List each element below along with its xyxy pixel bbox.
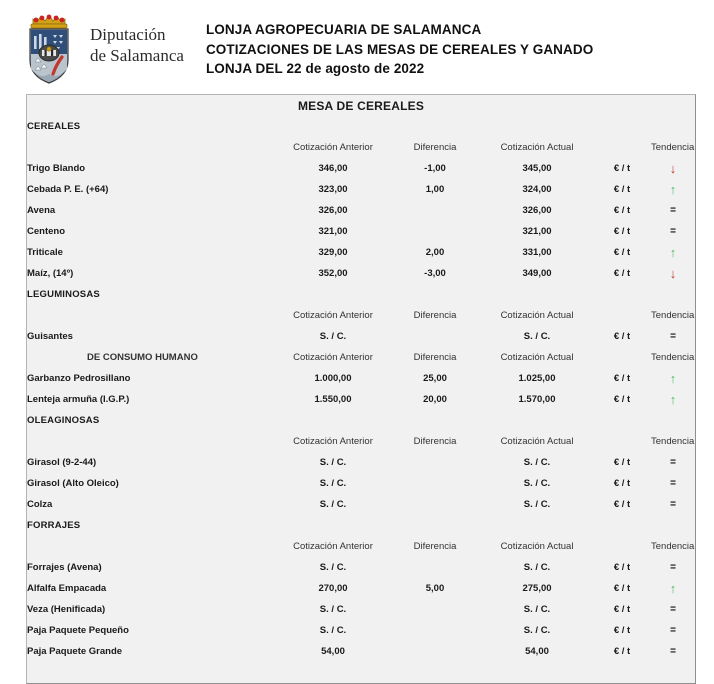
header-unit <box>593 305 651 326</box>
row-unit: € / t <box>593 221 651 242</box>
header-curr: Cotización Actual <box>481 347 593 368</box>
row-current-price: 349,00 <box>481 263 593 284</box>
header-diff: Diferencia <box>389 305 481 326</box>
header-diff: Diferencia <box>389 536 481 557</box>
logo-line-2: de Salamanca <box>90 46 184 65</box>
row-current-price: S. / C. <box>481 494 593 515</box>
trend-cell <box>651 641 695 662</box>
header-group-label <box>27 137 277 158</box>
equal-icon: = <box>670 331 676 342</box>
title-line-1: LONJA AGROPECUARIA DE SALAMANCA <box>205 22 482 37</box>
equal-icon: = <box>670 226 676 237</box>
column-header-row <box>27 536 695 557</box>
row-product-name: Maíz, (14º) <box>27 263 277 284</box>
table-title: MESA DE CEREALES <box>27 95 695 116</box>
row-product-name: Cebada P. E. (+64) <box>27 179 277 200</box>
row-unit: € / t <box>593 200 651 221</box>
table-bottom-spacer <box>27 662 695 683</box>
row-current-price: S. / C. <box>481 620 593 641</box>
row-difference <box>389 200 481 221</box>
equal-icon: = <box>670 457 676 468</box>
header-unit <box>593 431 651 452</box>
row-product-name: Paja Paquete Grande <box>27 641 277 662</box>
equal-icon: = <box>670 604 676 615</box>
section-header-row <box>27 116 695 137</box>
arrow-up-icon: ↑ <box>669 580 677 596</box>
table-row <box>27 578 695 599</box>
row-unit: € / t <box>593 179 651 200</box>
table-row <box>27 494 695 515</box>
trend-cell <box>651 599 695 620</box>
row-unit: € / t <box>593 263 651 284</box>
row-unit: € / t <box>593 242 651 263</box>
header-prev: Cotización Anterior <box>277 137 389 158</box>
row-previous-price: 346,00 <box>277 158 389 179</box>
title-line-2: COTIZACIONES DE LAS MESAS DE CEREALES Y GANADO <box>205 41 594 57</box>
row-product-name: Alfalfa Empacada <box>27 578 277 599</box>
page-header <box>0 0 714 88</box>
row-product-name: Centeno <box>27 221 277 242</box>
row-product-name: Triticale <box>27 242 277 263</box>
trend-cell <box>651 578 695 599</box>
row-previous-price: S. / C. <box>277 494 389 515</box>
row-current-price: 54,00 <box>481 641 593 662</box>
coat-of-arms-icon <box>22 8 84 86</box>
table-title-row <box>27 95 695 116</box>
row-current-price: 275,00 <box>481 578 593 599</box>
row-product-name: Girasol (9-2-44) <box>27 452 277 473</box>
row-previous-price: S. / C. <box>277 599 389 620</box>
table-row <box>27 389 695 410</box>
header-prev: Cotización Anterior <box>277 536 389 557</box>
equal-icon: = <box>670 562 676 573</box>
row-difference: -1,00 <box>389 158 481 179</box>
trend-cell <box>651 326 695 347</box>
row-current-price: 1.570,00 <box>481 389 593 410</box>
row-product-name: Avena <box>27 200 277 221</box>
row-previous-price: 54,00 <box>277 641 389 662</box>
trend-cell <box>651 494 695 515</box>
row-unit: € / t <box>593 557 651 578</box>
table-row <box>27 326 695 347</box>
table-row <box>27 641 695 662</box>
header-unit <box>593 347 651 368</box>
row-unit: € / t <box>593 452 651 473</box>
equal-icon: = <box>670 625 676 636</box>
header-curr: Cotización Actual <box>481 137 593 158</box>
row-previous-price: S. / C. <box>277 452 389 473</box>
trend-cell <box>651 179 695 200</box>
row-unit: € / t <box>593 158 651 179</box>
table-row <box>27 557 695 578</box>
row-previous-price: 352,00 <box>277 263 389 284</box>
row-previous-price: 321,00 <box>277 221 389 242</box>
row-difference <box>389 494 481 515</box>
row-unit: € / t <box>593 641 651 662</box>
arrow-down-icon: ↓ <box>669 160 677 176</box>
header-group-label: DE CONSUMO HUMANO <box>27 347 277 368</box>
section-title: LEGUMINOSAS <box>27 284 695 305</box>
row-previous-price: S. / C. <box>277 473 389 494</box>
row-difference <box>389 221 481 242</box>
row-previous-price: 1.000,00 <box>277 368 389 389</box>
row-difference <box>389 599 481 620</box>
arrow-up-icon: ↑ <box>669 391 677 407</box>
trend-cell <box>651 557 695 578</box>
header-group-label <box>27 305 277 326</box>
row-product-name: Guisantes <box>27 326 277 347</box>
header-diff: Diferencia <box>389 137 481 158</box>
section-header-row <box>27 284 695 305</box>
row-product-name: Veza (Henificada) <box>27 599 277 620</box>
header-prev: Cotización Anterior <box>277 347 389 368</box>
title-line-3: LONJA DEL 22 de agosto de 2022 <box>205 61 425 76</box>
row-difference: 1,00 <box>389 179 481 200</box>
equal-icon: = <box>670 646 676 657</box>
row-unit: € / t <box>593 368 651 389</box>
table-row <box>27 242 695 263</box>
row-difference <box>389 326 481 347</box>
header-trend: Tendencia <box>651 347 695 368</box>
row-unit: € / t <box>593 326 651 347</box>
row-product-name: Colza <box>27 494 277 515</box>
row-difference <box>389 452 481 473</box>
equal-icon: = <box>670 205 676 216</box>
column-header-row <box>27 305 695 326</box>
table-row <box>27 368 695 389</box>
row-unit: € / t <box>593 473 651 494</box>
row-current-price: S. / C. <box>481 473 593 494</box>
header-unit <box>593 536 651 557</box>
table-row <box>27 221 695 242</box>
arrow-up-icon: ↑ <box>669 181 677 197</box>
header-trend: Tendencia <box>651 536 695 557</box>
trend-cell <box>651 200 695 221</box>
equal-icon: = <box>670 499 676 510</box>
row-difference <box>389 557 481 578</box>
row-unit: € / t <box>593 494 651 515</box>
row-previous-price: 1.550,00 <box>277 389 389 410</box>
institution-logotype <box>90 8 184 66</box>
row-current-price: 321,00 <box>481 221 593 242</box>
row-previous-price: 323,00 <box>277 179 389 200</box>
table-row <box>27 599 695 620</box>
row-previous-price: S. / C. <box>277 557 389 578</box>
row-previous-price: S. / C. <box>277 326 389 347</box>
header-curr: Cotización Actual <box>481 305 593 326</box>
trend-cell <box>651 221 695 242</box>
header-curr: Cotización Actual <box>481 536 593 557</box>
header-trend: Tendencia <box>651 305 695 326</box>
row-previous-price: S. / C. <box>277 620 389 641</box>
row-current-price: 324,00 <box>481 179 593 200</box>
trend-cell <box>651 263 695 284</box>
header-diff: Diferencia <box>389 347 481 368</box>
row-difference: 25,00 <box>389 368 481 389</box>
header-group-label <box>27 536 277 557</box>
section-title: OLEAGINOSAS <box>27 410 695 431</box>
trend-cell <box>651 158 695 179</box>
cereals-table-panel <box>26 94 696 684</box>
trend-cell <box>651 452 695 473</box>
table-row <box>27 263 695 284</box>
row-unit: € / t <box>593 578 651 599</box>
column-header-row <box>27 431 695 452</box>
equal-icon: = <box>670 478 676 489</box>
row-difference: 5,00 <box>389 578 481 599</box>
row-current-price: S. / C. <box>481 599 593 620</box>
table-row <box>27 620 695 641</box>
row-product-name: Lenteja armuña (I.G.P.) <box>27 389 277 410</box>
row-difference: -3,00 <box>389 263 481 284</box>
arrow-up-icon: ↑ <box>669 370 677 386</box>
row-difference <box>389 473 481 494</box>
row-previous-price: 329,00 <box>277 242 389 263</box>
trend-cell <box>651 620 695 641</box>
row-current-price: 1.025,00 <box>481 368 593 389</box>
row-current-price: 326,00 <box>481 200 593 221</box>
row-difference: 20,00 <box>389 389 481 410</box>
trend-cell <box>651 473 695 494</box>
row-current-price: 345,00 <box>481 158 593 179</box>
section-header-row <box>27 410 695 431</box>
row-unit: € / t <box>593 389 651 410</box>
table-row <box>27 452 695 473</box>
section-title: CEREALES <box>27 116 695 137</box>
row-difference <box>389 620 481 641</box>
row-unit: € / t <box>593 599 651 620</box>
arrow-up-icon: ↑ <box>669 244 677 260</box>
row-product-name: Trigo Blando <box>27 158 277 179</box>
row-difference: 2,00 <box>389 242 481 263</box>
trend-cell <box>651 389 695 410</box>
header-group-label <box>27 431 277 452</box>
row-product-name: Girasol (Alto Oleico) <box>27 473 277 494</box>
header-prev: Cotización Anterior <box>277 431 389 452</box>
header-curr: Cotización Actual <box>481 431 593 452</box>
row-previous-price: 270,00 <box>277 578 389 599</box>
section-header-row <box>27 515 695 536</box>
table-row <box>27 179 695 200</box>
header-unit <box>593 137 651 158</box>
row-current-price: S. / C. <box>481 452 593 473</box>
row-previous-price: 326,00 <box>277 200 389 221</box>
trend-cell <box>651 242 695 263</box>
trend-cell <box>651 368 695 389</box>
row-product-name: Paja Paquete Pequeño <box>27 620 277 641</box>
table-row <box>27 200 695 221</box>
row-current-price: S. / C. <box>481 557 593 578</box>
header-trend: Tendencia <box>651 431 695 452</box>
cereals-quotes-table <box>27 95 695 683</box>
row-product-name: Garbanzo Pedrosillano <box>27 368 277 389</box>
document-title <box>206 8 714 79</box>
column-header-row <box>27 137 695 158</box>
row-product-name: Forrajes (Avena) <box>27 557 277 578</box>
row-current-price: 331,00 <box>481 242 593 263</box>
header-prev: Cotización Anterior <box>277 305 389 326</box>
section-title: FORRAJES <box>27 515 695 536</box>
header-diff: Diferencia <box>389 431 481 452</box>
column-header-row <box>27 347 695 368</box>
logo-line-1: Diputación <box>90 25 166 44</box>
header-trend: Tendencia <box>651 137 695 158</box>
table-row <box>27 473 695 494</box>
row-difference <box>389 641 481 662</box>
arrow-down-icon: ↓ <box>669 265 677 281</box>
row-current-price: S. / C. <box>481 326 593 347</box>
row-unit: € / t <box>593 620 651 641</box>
table-row <box>27 158 695 179</box>
